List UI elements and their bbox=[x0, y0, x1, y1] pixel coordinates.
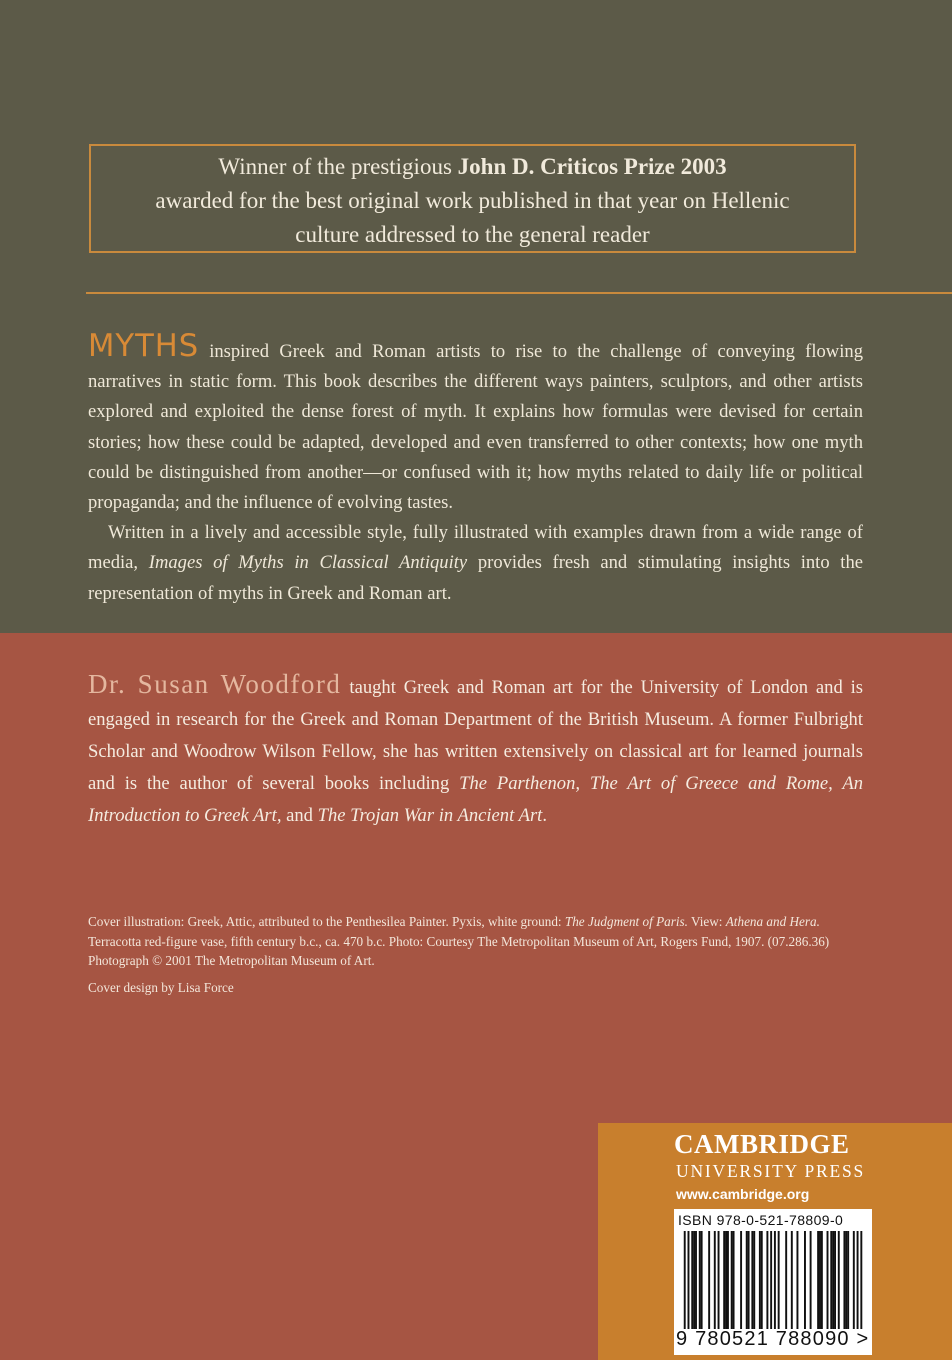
barcode-bar bbox=[723, 1231, 725, 1329]
barcode-bar bbox=[817, 1231, 819, 1329]
barcode-bar bbox=[827, 1231, 829, 1329]
barcode-box bbox=[674, 1209, 872, 1355]
barcode-bar bbox=[688, 1231, 690, 1329]
prize-box bbox=[89, 144, 856, 253]
barcode-bar bbox=[838, 1231, 840, 1329]
book-title: Images of Myths in Classical Antiquity bbox=[148, 552, 468, 574]
barcode-bar bbox=[853, 1231, 855, 1329]
credits-text-1: Cover illustration: Greek, Attic, attributed to the Penthesilea Painter. Pyxis, white ground: bbox=[88, 914, 565, 929]
bio-and: and bbox=[281, 805, 318, 826]
prize-line-1-text: Winner of the prestigious bbox=[218, 154, 458, 179]
barcode-bar bbox=[727, 1231, 729, 1329]
barcode-bar bbox=[845, 1231, 847, 1329]
barcode-bar bbox=[701, 1231, 703, 1329]
credits-title-2: Athena and Hera. bbox=[725, 914, 820, 929]
barcode-bar bbox=[821, 1231, 823, 1329]
author-name: Dr. Susan Woodford bbox=[88, 669, 342, 699]
barcode-bar bbox=[830, 1231, 832, 1329]
barcode-bar bbox=[733, 1231, 735, 1329]
barcode-bar bbox=[832, 1231, 834, 1329]
barcode-bar bbox=[778, 1231, 780, 1329]
publisher-block bbox=[598, 1123, 952, 1360]
book-description bbox=[88, 327, 864, 609]
prize-line-2: awarded for the best original work published in that year on Hellenic bbox=[155, 188, 790, 213]
barcode-bar bbox=[684, 1231, 686, 1329]
barcode-bar bbox=[857, 1231, 859, 1329]
lead-word: MYTHS bbox=[88, 327, 200, 365]
prize-line-1 bbox=[91, 150, 854, 184]
description-paragraph-2 bbox=[88, 518, 863, 609]
bio-end: . bbox=[542, 805, 548, 826]
bio-text: taught Greek and Roman art for the University of London and is engaged in research for the Greek and Roman Department of the British Museum. A former Fulbright Scholar and Woodrow Wilson Fellow, she has written extensively on classical art for learned journals and is the author of several books including bbox=[88, 677, 863, 794]
barcode-bar bbox=[693, 1231, 695, 1329]
barcode-bar bbox=[810, 1231, 812, 1329]
barcode-digits: 9 780521 788090 > bbox=[676, 1328, 870, 1350]
cover-credits bbox=[88, 912, 863, 971]
credits-title-1: The Judgment of Paris. bbox=[564, 914, 688, 929]
barcode-bar bbox=[785, 1231, 787, 1329]
description-text-2: Written in a lively and accessible style, fully illustrated with examples drawn from a wide range of media, bbox=[88, 522, 863, 574]
barcode-bar bbox=[761, 1231, 763, 1329]
barcode-bar bbox=[753, 1231, 755, 1329]
barcode-bar bbox=[759, 1231, 761, 1329]
barcode-bar bbox=[699, 1231, 701, 1329]
barcode-bar bbox=[774, 1231, 776, 1329]
barcode-bar bbox=[796, 1231, 798, 1329]
barcode-bar bbox=[748, 1231, 750, 1329]
publisher-name: CAMBRIDGE bbox=[674, 1129, 850, 1159]
isbn-label: ISBN 978-0-521-78809-0 bbox=[678, 1212, 844, 1228]
barcode-bar bbox=[714, 1231, 716, 1329]
divider-rule bbox=[86, 292, 952, 294]
credits-text-3: Terracotta red-figure vase, fifth century b.c., ca. 470 b.c. Photo: Courtesy The Metropolitan Museum of Art, Rogers Fund, 1907. (07.286.36) Photograph © 2001 The Metropolitan Museum of Art. bbox=[88, 933, 830, 969]
barcode-bar bbox=[766, 1231, 768, 1329]
publisher-url: www.cambridge.org bbox=[676, 1186, 810, 1202]
barcode-bar bbox=[695, 1231, 697, 1329]
barcode-bar bbox=[804, 1231, 806, 1329]
description-paragraph-1 bbox=[88, 327, 863, 518]
barcode-bar bbox=[860, 1231, 862, 1329]
barcode-bar bbox=[725, 1231, 727, 1329]
author-bio bbox=[88, 668, 863, 832]
bio-books-2: The Trojan War in Ancient Art bbox=[317, 805, 543, 826]
barcode-bar bbox=[834, 1231, 836, 1329]
barcode bbox=[680, 1231, 866, 1329]
barcode-bar bbox=[847, 1231, 849, 1329]
description-text-3: provides fresh and stimulating insights into the representation of myths in Greek and Roman art. bbox=[88, 552, 864, 604]
barcode-bar bbox=[791, 1231, 793, 1329]
prize-name: John D. Criticos Prize 2003 bbox=[457, 154, 727, 179]
bio-books-1: The Parthenon, The Art of Greece and Rome, An Introduction to Greek Art, bbox=[88, 773, 863, 826]
barcode-bar bbox=[746, 1231, 748, 1329]
prize-line-3: culture addressed to the general reader bbox=[295, 222, 650, 247]
barcode-bar bbox=[718, 1231, 720, 1329]
barcode-bar bbox=[708, 1231, 710, 1329]
barcode-bar bbox=[819, 1231, 821, 1329]
barcode-bar bbox=[740, 1231, 742, 1329]
barcode-bar bbox=[691, 1231, 693, 1329]
publisher-subtitle: UNIVERSITY PRESS bbox=[676, 1161, 866, 1181]
barcode-bar bbox=[731, 1231, 733, 1329]
barcode-bar bbox=[770, 1231, 772, 1329]
cover-design-credit: Cover design by Lisa Force bbox=[88, 980, 234, 995]
credits-text-2: View: bbox=[687, 914, 726, 929]
barcode-bar bbox=[843, 1231, 845, 1329]
description-text-1: inspired Greek and Roman artists to rise to the challenge of conveying flowing narratives in static form. This book describes the different ways painters, sculptors, and other artists explored and exploited the dense forest of myth. It explains how formulas were devised for certain stories; how these could be adapted, developed and even transferred to other contexts; how one myth could be distinguished from another—or confused with it; how myths related to daily life or political propaganda; and the influence of evolving tastes. bbox=[88, 341, 863, 514]
barcode-bar bbox=[751, 1231, 753, 1329]
